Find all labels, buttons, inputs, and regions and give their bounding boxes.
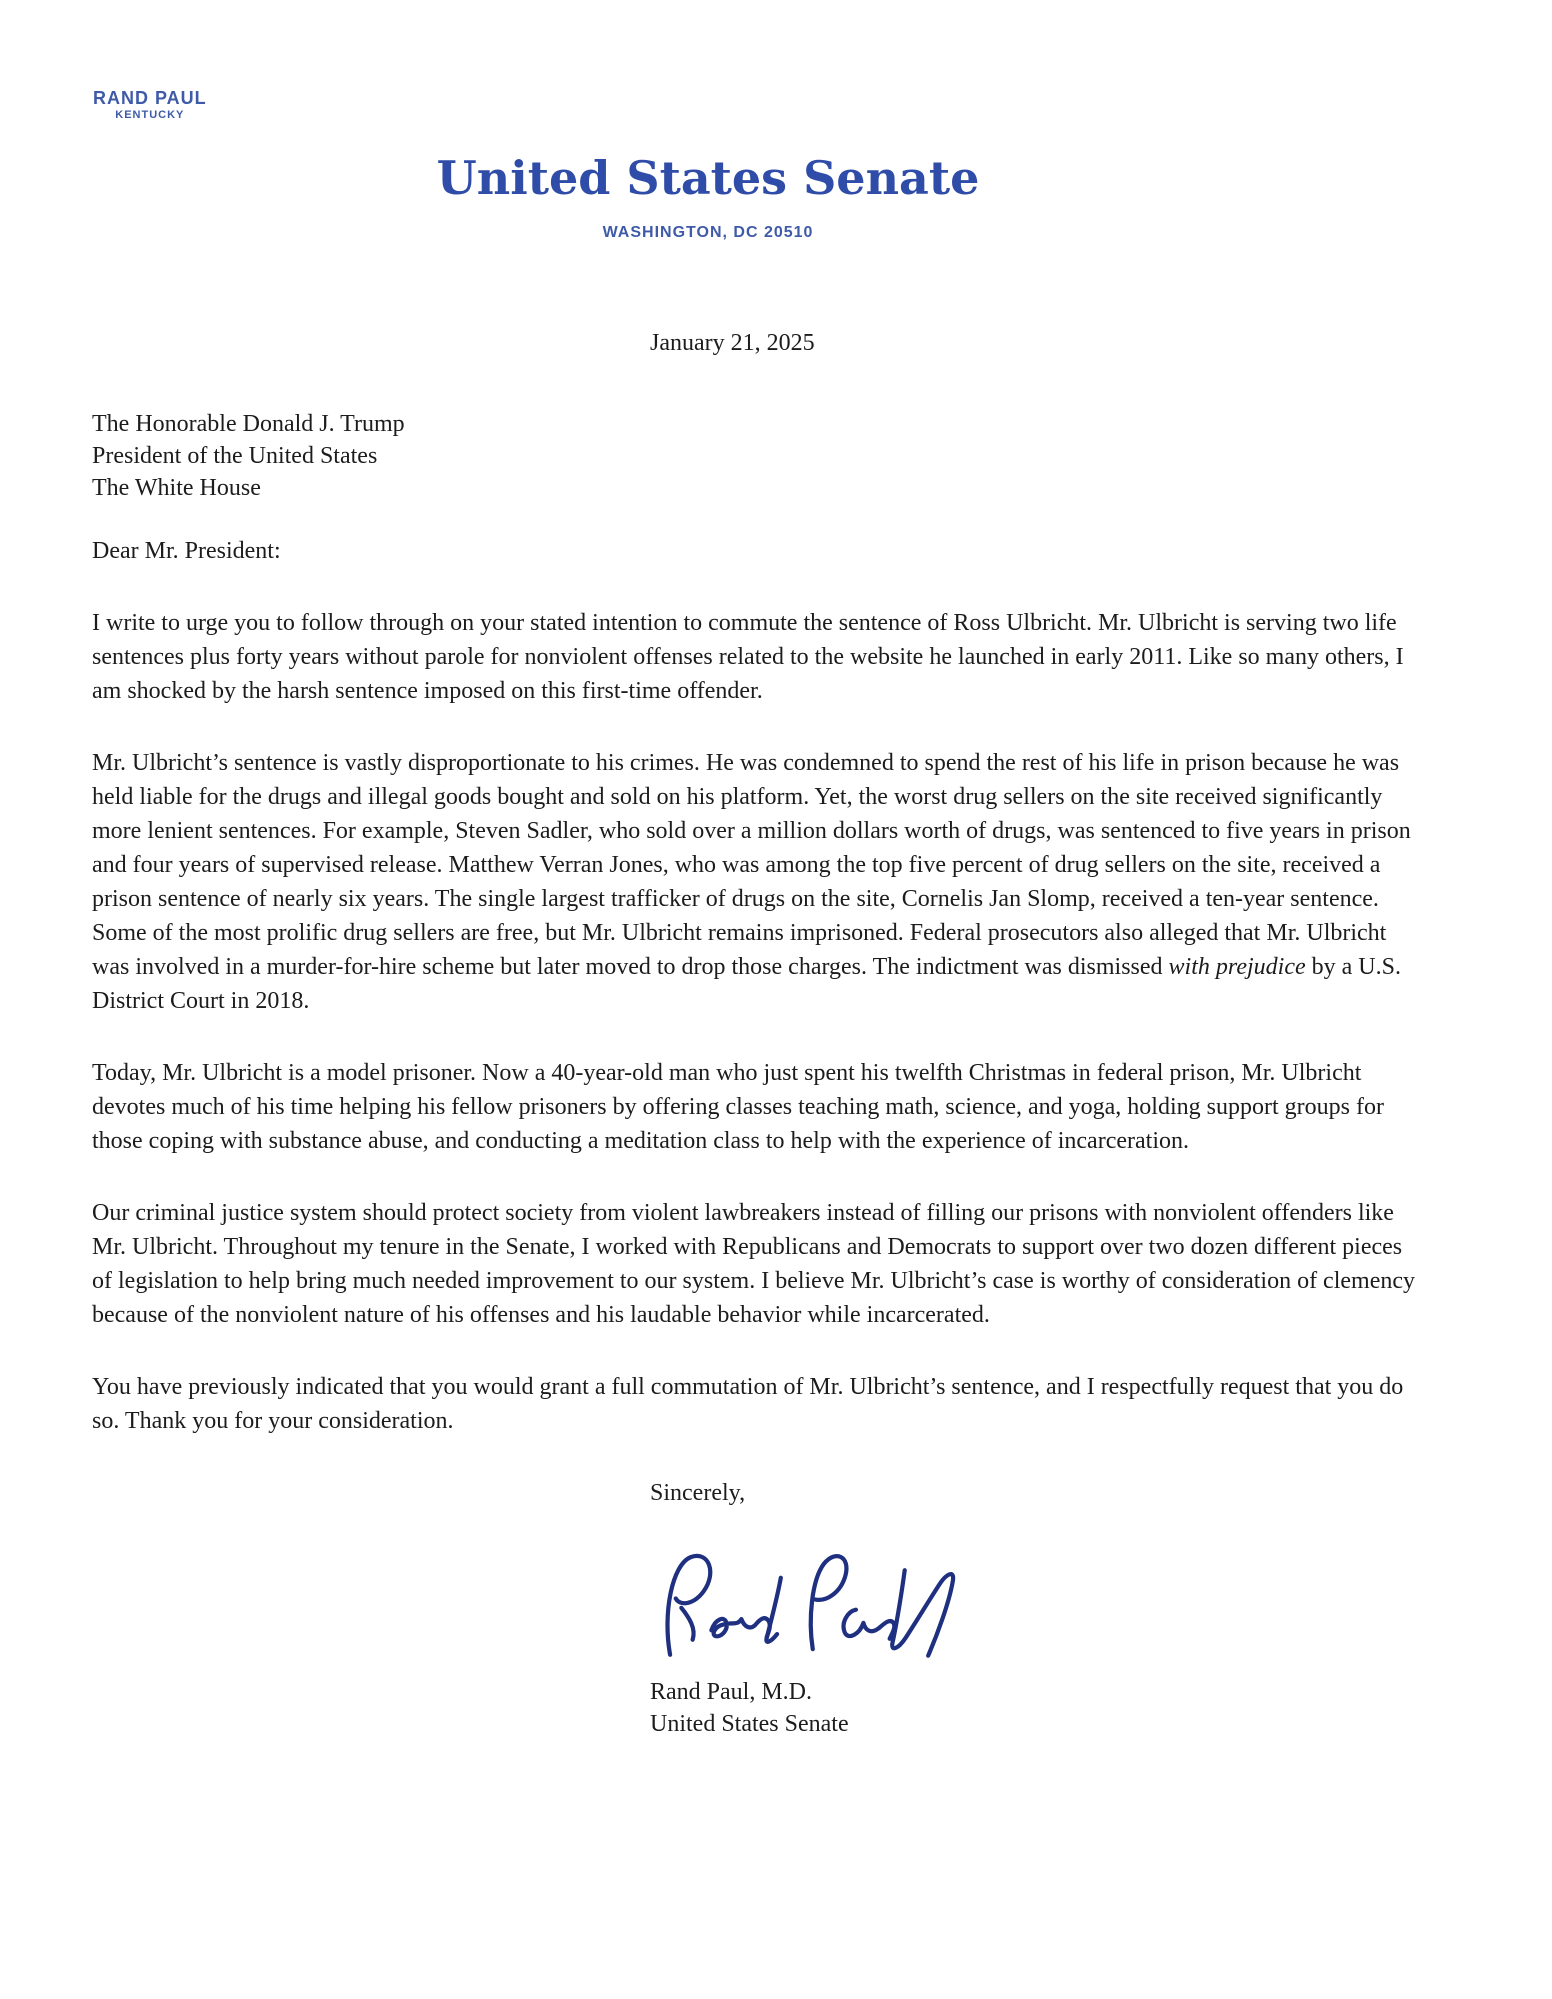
- letter-body: [0, 326, 1552, 1740]
- recipient-line: President of the United States: [92, 443, 378, 469]
- sender-state: KENTUCKY: [115, 109, 185, 121]
- paragraph-4: Our criminal justice system should protect society from violent lawbreakers instead of filling our prisons with nonviolent offenders like Mr. Ulbricht. Throughout my tenure in the Senate, I worked with Republicans and Democrats to support over two dozen different pieces of legislation to help bring much needed improvement to our system. I believe Mr. Ulbricht’s case is worthy of consideration of clemency because of the nonviolent nature of his offenses and his laudable behavior while incarcerated.: [92, 1200, 1415, 1328]
- signer-block: [650, 1676, 1417, 1740]
- letterhead-org-address: WASHINGTON, DC 20510: [602, 224, 814, 241]
- paragraph-2: [92, 746, 1417, 1018]
- paragraph-2-text: Mr. Ulbricht’s sentence is vastly disproportionate to his crimes. He was condemned to spend the rest of his life in prison because he was held liable for the drugs and illegal goods bought and sold on his platform. Yet, the worst drug sellers on the site received significantly more lenient sentences. For example, Steven Sadler, who sold over a million dollars worth of drugs, was sentenced to five years in prison and four years of supervised release. Matthew Verran Jones, who was among the top five percent of drug sellers on the site, received a prison sentence of nearly six years. The single largest trafficker of drugs on the site, Cornelis Jan Slomp, received a ten-year sentence. Some of the most prolific drug sellers are free, but Mr. Ulbricht remains imprisoned. Federal prosecutors also alleged that Mr. Ulbricht was involved in a murder-for-hire scheme but later moved to drop those charges. The indictment was dismissed: [92, 750, 1411, 980]
- signature-svg: [644, 1544, 1004, 1666]
- signer-name: Rand Paul, M.D.: [650, 1679, 812, 1705]
- paragraph-2-italic: with prejudice: [1168, 954, 1306, 980]
- valediction: Sincerely,: [650, 1480, 746, 1506]
- recipient-line: The Honorable Donald J. Trump: [92, 411, 405, 437]
- recipient-line: The White House: [92, 475, 261, 501]
- paragraph-3: Today, Mr. Ulbricht is a model prisoner. Now a 40-year-old man who just spent his twelfth Christmas in federal prison, Mr. Ulbricht devotes much of his time helping his fellow prisoners by offering classes teaching math, science, and yoga, holding support groups for those coping with substance abuse, and conducting a meditation class to help with the experience of incarceration.: [92, 1060, 1384, 1154]
- letterhead: [0, 152, 1484, 242]
- signer-org: United States Senate: [650, 1711, 849, 1737]
- paragraph-5: You have previously indicated that you would grant a full commutation of Mr. Ulbricht’s sentence, and I respectfully request that you do so. Thank you for your consideration.: [92, 1374, 1404, 1434]
- salutation: Dear Mr. President:: [92, 538, 281, 564]
- sender-block: [93, 88, 207, 122]
- paragraph-1: I write to urge you to follow through on your stated intention to commute the sentence of Ross Ulbricht. Mr. Ulbricht is serving two life sentences plus forty years without parole for nonviolent offenses related to the website he launched in early 2011. Like so many others, I am shocked by the harsh sentence imposed on this first-time offender.: [92, 610, 1404, 704]
- sender-name: RAND PAUL: [93, 88, 207, 108]
- paragraph-2-text: by a U.S. District Court in 2018.: [92, 954, 1401, 1014]
- letterhead-org-title: United States Senate: [436, 151, 980, 205]
- recipient-block: [92, 408, 1417, 504]
- date-line: January 21, 2025: [650, 330, 815, 356]
- signature-image: [644, 1544, 1417, 1666]
